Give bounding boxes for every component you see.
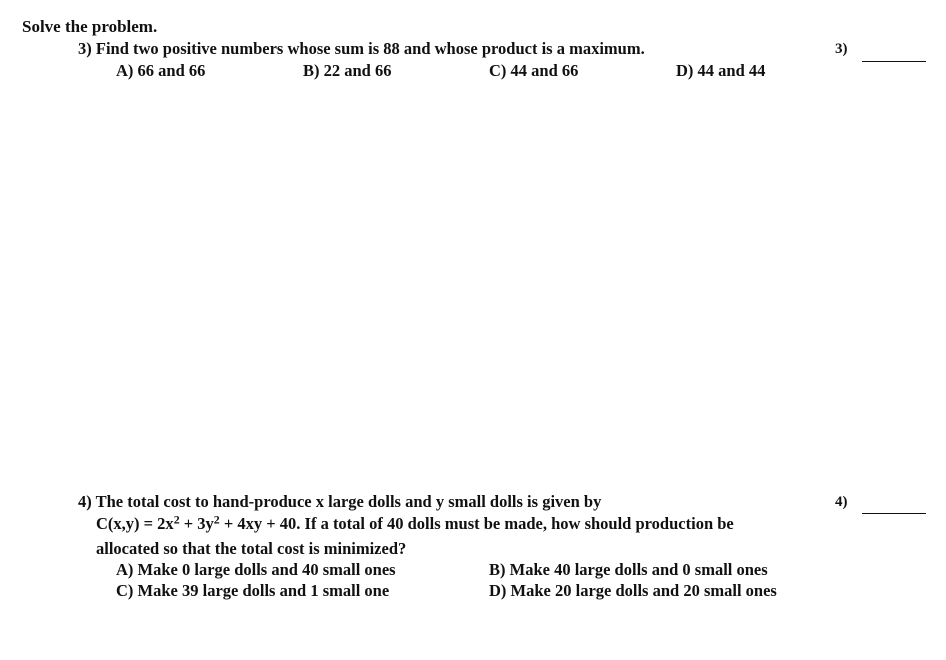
question-4-choice-d: D) Make 20 large dolls and 20 small ones <box>489 581 777 600</box>
section-heading: Solve the problem. <box>22 17 158 36</box>
question-3-choice-d: D) 44 and 44 <box>676 61 766 80</box>
question-3-choice-a: A) 66 and 66 <box>116 61 206 80</box>
question-3-answer-line <box>862 61 926 62</box>
question-4-choice-c: C) Make 39 large dolls and 1 small one <box>116 581 390 600</box>
question-4-text-line1: 4) The total cost to hand-produce x large dolls and y small dolls is given by <box>78 492 602 511</box>
formula-prefix: C(x,y) = 2x <box>96 514 174 533</box>
question-3-choice-b: B) 22 and 66 <box>303 61 392 80</box>
question-4-answer-line <box>862 513 926 514</box>
question-4-text-line3: allocated so that the total cost is minimized? <box>96 539 407 558</box>
question-4-formula-line <box>96 512 734 533</box>
question-4-choice-b: B) Make 40 large dolls and 0 small ones <box>489 560 768 579</box>
formula-suffix: + 4xy + 40. If a total of 40 dolls must be made, how should production be <box>219 514 734 533</box>
question-4-choice-a: A) Make 0 large dolls and 40 small ones <box>116 560 396 579</box>
formula-exponent-1: 2 <box>173 512 180 527</box>
question-3-number: 3) <box>835 41 848 57</box>
question-3-text: 3) Find two positive numbers whose sum is 88 and whose product is a maximum. <box>78 39 645 58</box>
question-4-number: 4) <box>835 494 848 510</box>
question-3-choice-c: C) 44 and 66 <box>489 61 579 80</box>
formula-exponent-2: 2 <box>213 512 220 527</box>
formula-mid: + 3y <box>179 514 214 533</box>
